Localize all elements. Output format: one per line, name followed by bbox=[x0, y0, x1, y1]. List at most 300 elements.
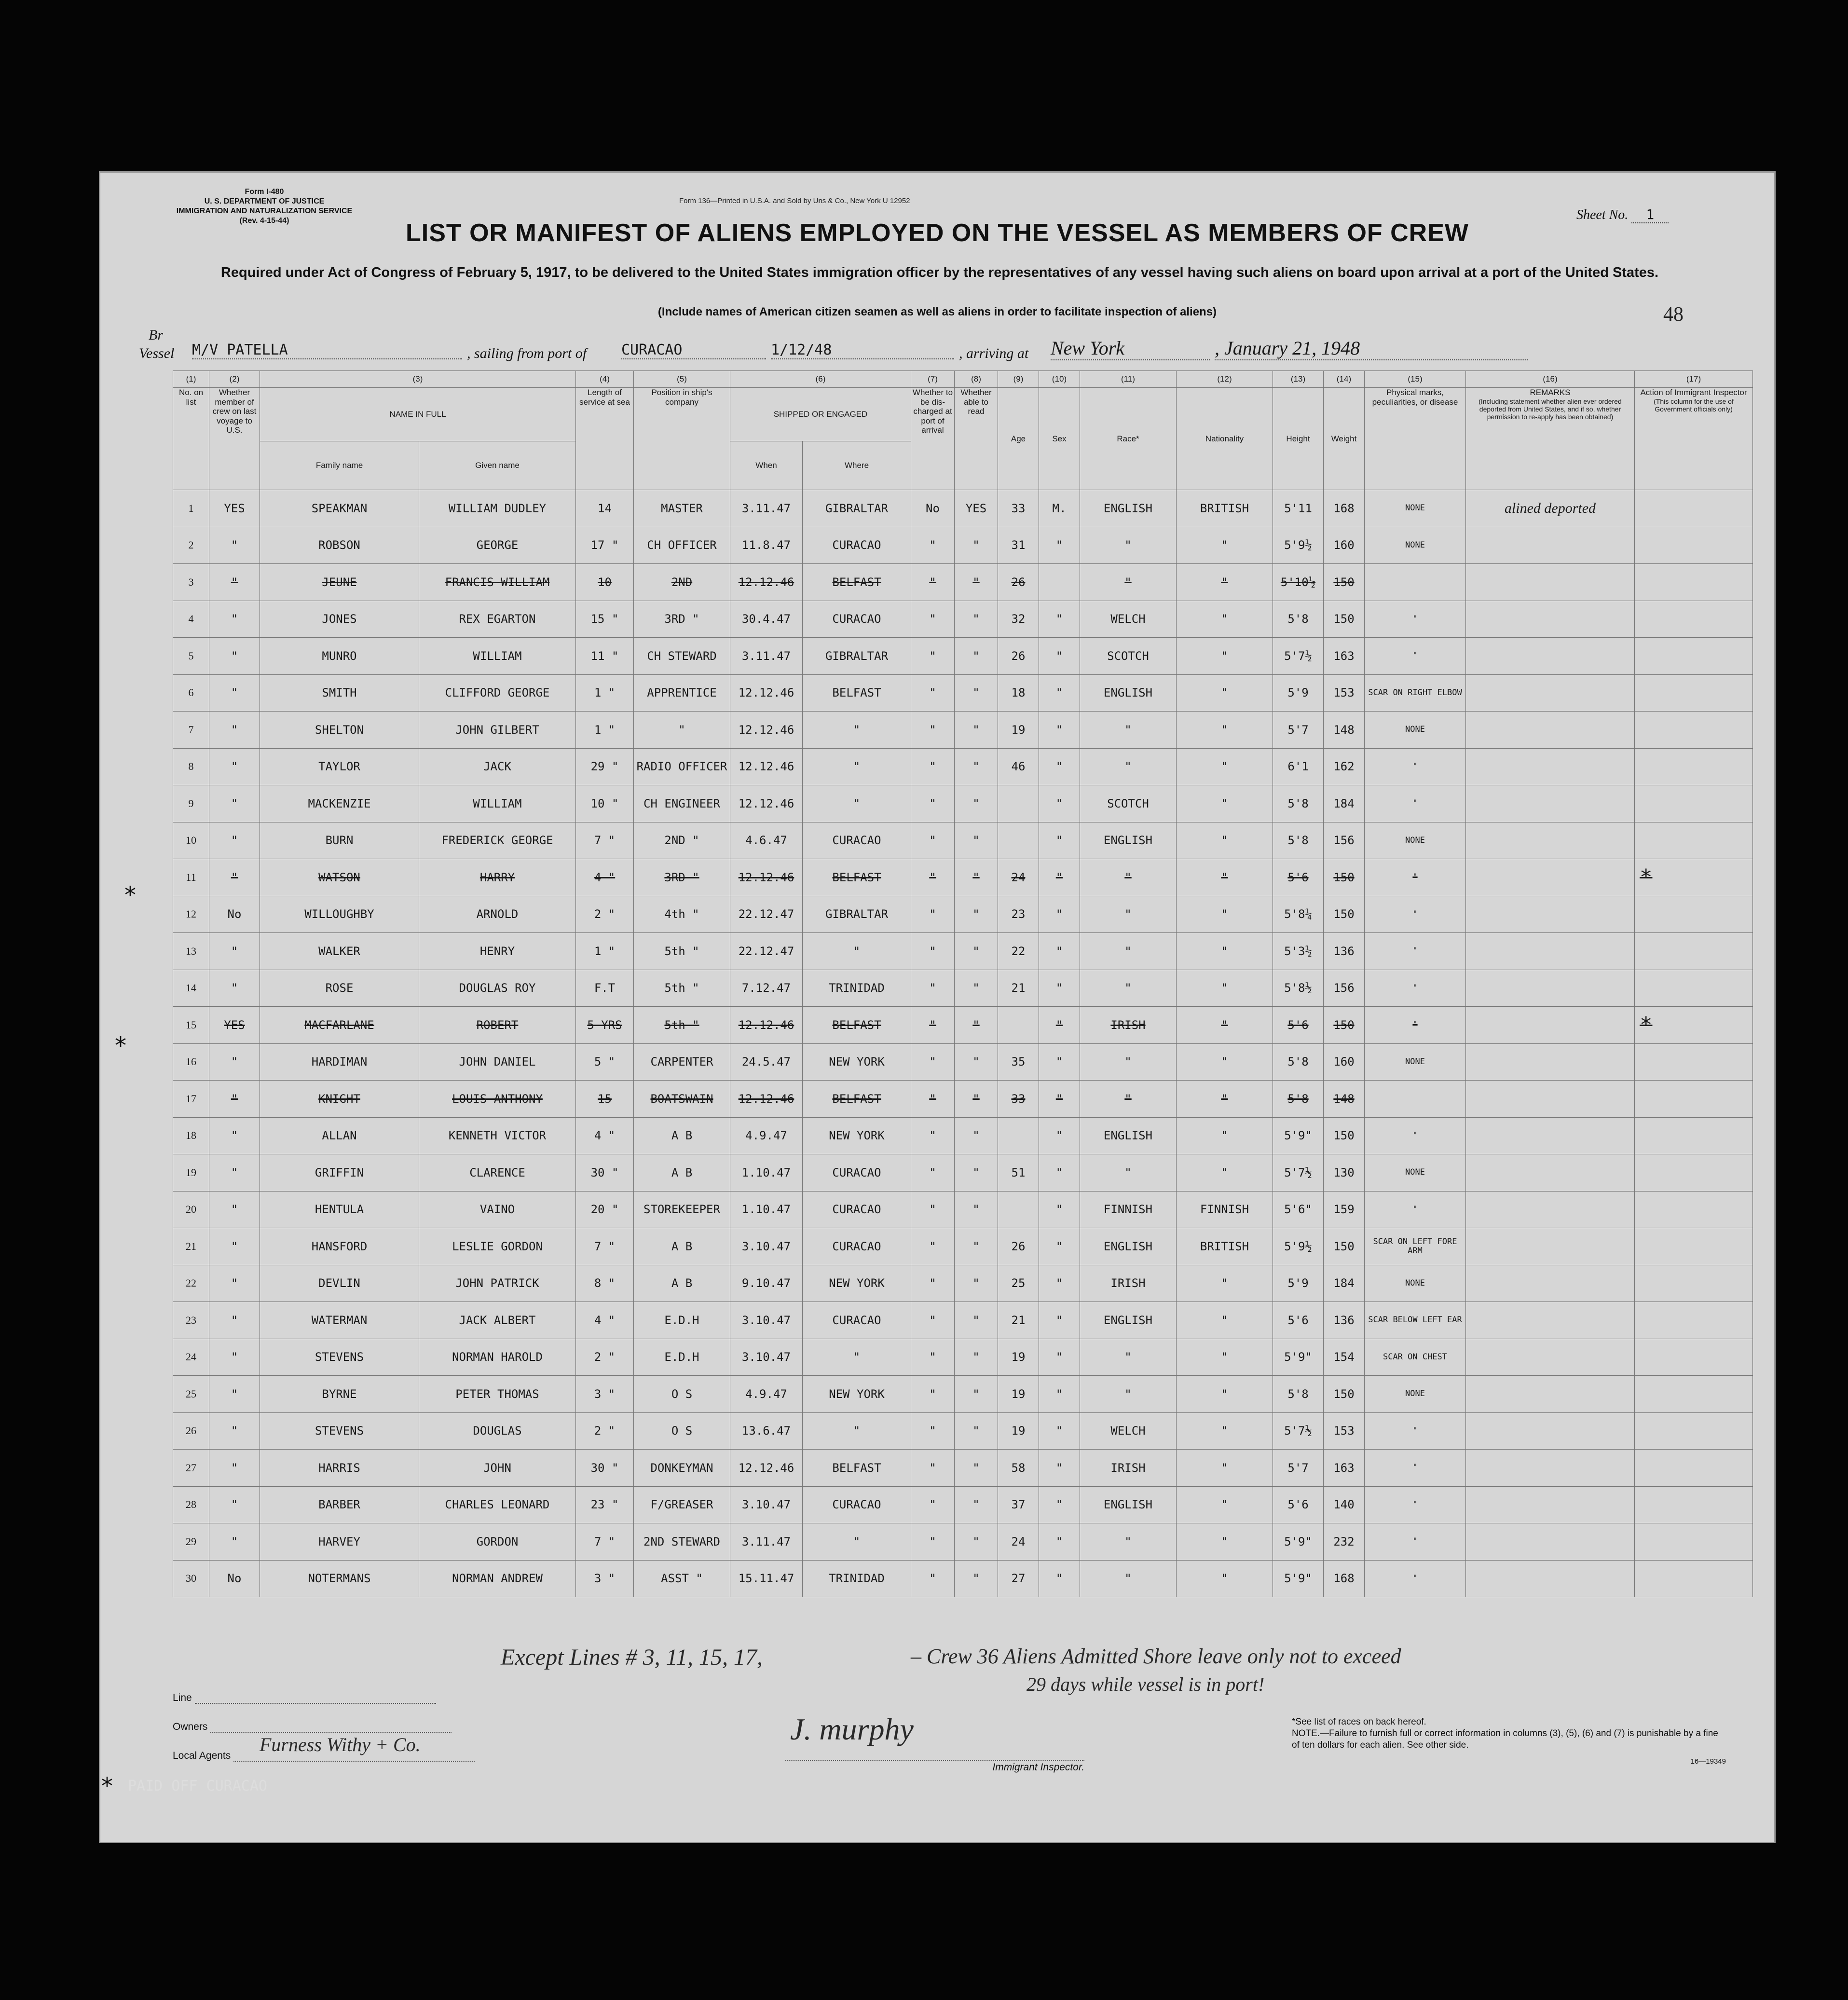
table-row bbox=[173, 1043, 1753, 1081]
family-name-cell: ALLAN bbox=[260, 1117, 419, 1154]
shipped-where-cell: BELFAST bbox=[803, 1007, 911, 1044]
weight-cell: 159 bbox=[1324, 1191, 1365, 1228]
discharged-cell: " bbox=[911, 1302, 955, 1339]
shipped-where-cell: CURACAO bbox=[803, 1486, 911, 1523]
last-voyage-cell: " bbox=[209, 822, 260, 859]
table-row bbox=[173, 1339, 1753, 1376]
service-length-cell: 1 " bbox=[576, 674, 634, 712]
weight-cell: 136 bbox=[1324, 1302, 1365, 1339]
service-length-cell: 3 " bbox=[576, 1376, 634, 1413]
able-read-cell: " bbox=[955, 1191, 998, 1228]
form-id-line: Form I-480 bbox=[245, 188, 284, 196]
row-number: 14 bbox=[173, 970, 209, 1007]
position-cell: 2ND STEWARD bbox=[634, 1523, 730, 1561]
shipped-where-cell: " bbox=[803, 1523, 911, 1561]
family-name-cell: MUNRO bbox=[260, 638, 419, 675]
column-number: (4) bbox=[576, 371, 634, 388]
shipped-where-cell: BELFAST bbox=[803, 674, 911, 712]
weight-cell: 184 bbox=[1324, 1265, 1365, 1302]
age-cell: 51 bbox=[998, 1154, 1039, 1192]
race-cell: " bbox=[1080, 564, 1177, 601]
table-row bbox=[173, 859, 1753, 896]
shipped-when-cell: 22.12.47 bbox=[730, 896, 803, 933]
remarks-title: REMARKS bbox=[1530, 388, 1571, 397]
race-cell: " bbox=[1080, 1376, 1177, 1413]
nationality-cell: " bbox=[1177, 785, 1273, 822]
shipped-when-cell: 3.10.47 bbox=[730, 1228, 803, 1265]
service-length-cell: 7 " bbox=[576, 822, 634, 859]
age-cell: 19 bbox=[998, 1339, 1039, 1376]
last-voyage-cell: " bbox=[209, 1376, 260, 1413]
action-cell bbox=[1635, 1450, 1753, 1487]
service-length-cell: 23 " bbox=[576, 1486, 634, 1523]
table-row bbox=[173, 1302, 1753, 1339]
family-name-cell: TAYLOR bbox=[260, 748, 419, 785]
height-cell: 5'6 bbox=[1273, 1007, 1324, 1044]
position-cell: MASTER bbox=[634, 490, 730, 527]
shipped-when-cell: 4.9.47 bbox=[730, 1376, 803, 1413]
action-cell bbox=[1635, 1412, 1753, 1450]
physical-marks-cell: SCAR BELOW LEFT EAR bbox=[1365, 1302, 1466, 1339]
age-cell: 23 bbox=[998, 896, 1039, 933]
position-cell: A B bbox=[634, 1228, 730, 1265]
family-name-cell: HANSFORD bbox=[260, 1228, 419, 1265]
discharged-cell: No bbox=[911, 490, 955, 527]
shipped-where-cell: NEW YORK bbox=[803, 1043, 911, 1081]
nationality-cell: BRITISH bbox=[1177, 490, 1273, 527]
shipped-where-cell: " bbox=[803, 1412, 911, 1450]
row-number: 7 bbox=[173, 712, 209, 749]
remarks-cell bbox=[1466, 674, 1635, 712]
action-cell bbox=[1635, 1265, 1753, 1302]
remarks-cell bbox=[1466, 933, 1635, 970]
discharged-cell: " bbox=[911, 1412, 955, 1450]
able-read-cell: " bbox=[955, 1560, 998, 1597]
age-cell: 22 bbox=[998, 933, 1039, 970]
physical-marks-cell: " bbox=[1365, 1486, 1466, 1523]
given-name-cell: GORDON bbox=[419, 1523, 576, 1561]
last-voyage-cell: " bbox=[209, 601, 260, 638]
age-cell: 19 bbox=[998, 712, 1039, 749]
sex-cell: " bbox=[1039, 1450, 1080, 1487]
action-cell bbox=[1635, 1154, 1753, 1192]
last-voyage-cell: " bbox=[209, 1339, 260, 1376]
column-number: (16) bbox=[1466, 371, 1635, 388]
remarks-cell bbox=[1466, 527, 1635, 564]
last-voyage-cell: " bbox=[209, 1081, 260, 1118]
family-name-cell: HARRIS bbox=[260, 1450, 419, 1487]
action-cell bbox=[1635, 1302, 1753, 1339]
physical-marks-cell: " bbox=[1365, 638, 1466, 675]
able-read-cell: " bbox=[955, 896, 998, 933]
action-cell bbox=[1635, 601, 1753, 638]
age-cell: 33 bbox=[998, 1081, 1039, 1118]
last-voyage-cell: " bbox=[209, 1486, 260, 1523]
age-cell: 24 bbox=[998, 859, 1039, 896]
shipped-where-cell: CURACAO bbox=[803, 1302, 911, 1339]
physical-marks-cell: " bbox=[1365, 896, 1466, 933]
row-number: 12 bbox=[173, 896, 209, 933]
nationality-cell: " bbox=[1177, 1081, 1273, 1118]
height-cell: 5'11 bbox=[1273, 490, 1324, 527]
age-cell: 24 bbox=[998, 1523, 1039, 1561]
remarks-cell bbox=[1466, 1154, 1635, 1192]
column-number: (8) bbox=[955, 371, 998, 388]
given-name-cell: DOUGLAS ROY bbox=[419, 970, 576, 1007]
position-cell: " bbox=[634, 712, 730, 749]
column-number-row bbox=[173, 371, 1753, 388]
service-length-cell: 11 " bbox=[576, 638, 634, 675]
given-name-cell: ARNOLD bbox=[419, 896, 576, 933]
row-number: 20 bbox=[173, 1191, 209, 1228]
nationality-cell: " bbox=[1177, 1376, 1273, 1413]
physical-marks-cell: " bbox=[1365, 970, 1466, 1007]
weight-cell: 232 bbox=[1324, 1523, 1365, 1561]
race-cell: " bbox=[1080, 1043, 1177, 1081]
discharged-cell: " bbox=[911, 1560, 955, 1597]
age-cell bbox=[998, 1007, 1039, 1044]
header-action bbox=[1635, 388, 1753, 490]
weight-cell: 156 bbox=[1324, 970, 1365, 1007]
race-cell: IRISH bbox=[1080, 1265, 1177, 1302]
weight-cell: 162 bbox=[1324, 748, 1365, 785]
family-name-cell: WILLOUGHBY bbox=[260, 896, 419, 933]
inspector-label: Immigrant Inspector. bbox=[785, 1760, 1084, 1773]
physical-marks-cell: NONE bbox=[1365, 490, 1466, 527]
family-name-cell: WATERMAN bbox=[260, 1302, 419, 1339]
given-name-cell: JACK ALBERT bbox=[419, 1302, 576, 1339]
shipped-when-cell: 4.9.47 bbox=[730, 1117, 803, 1154]
header-weight: Weight bbox=[1324, 388, 1365, 490]
given-name-cell: JOHN PATRICK bbox=[419, 1265, 576, 1302]
column-number: (12) bbox=[1177, 371, 1273, 388]
given-name-cell: NORMAN HAROLD bbox=[419, 1339, 576, 1376]
given-name-cell: CHARLES LEONARD bbox=[419, 1486, 576, 1523]
sailing-label: , sailing from port of bbox=[467, 345, 587, 361]
action-cell bbox=[1635, 638, 1753, 675]
service-length-cell: 2 " bbox=[576, 1412, 634, 1450]
table-row bbox=[173, 1265, 1753, 1302]
able-read-cell: " bbox=[955, 1007, 998, 1044]
family-name-cell: SMITH bbox=[260, 674, 419, 712]
position-cell: A B bbox=[634, 1154, 730, 1192]
shipped-where-cell: NEW YORK bbox=[803, 1376, 911, 1413]
agents-handwritten: Furness Withy + Co. bbox=[260, 1734, 421, 1755]
height-cell: 5'8 bbox=[1273, 822, 1324, 859]
action-cell bbox=[1635, 1081, 1753, 1118]
able-read-cell: " bbox=[955, 1412, 998, 1450]
able-read-cell: " bbox=[955, 638, 998, 675]
row-number: 18 bbox=[173, 1117, 209, 1154]
position-cell: E.D.H bbox=[634, 1302, 730, 1339]
remarks-cell bbox=[1466, 1339, 1635, 1376]
discharged-cell: " bbox=[911, 674, 955, 712]
arrival-port: New York bbox=[1051, 337, 1210, 360]
service-length-cell: F.T bbox=[576, 970, 634, 1007]
printer-note: Form 136—Printed in U.S.A. and Sold by Uns & Co., New York U 12952 bbox=[679, 197, 910, 205]
nationality-mark: Br bbox=[149, 327, 163, 343]
position-cell: E.D.H bbox=[634, 1339, 730, 1376]
nationality-cell: " bbox=[1177, 1117, 1273, 1154]
position-cell: CH OFFICER bbox=[634, 527, 730, 564]
shipped-when-cell: 12.12.46 bbox=[730, 748, 803, 785]
header-where: Where bbox=[803, 441, 911, 490]
sex-cell: " bbox=[1039, 1228, 1080, 1265]
vessel-label: Vessel bbox=[139, 345, 175, 361]
service-length-cell: 20 " bbox=[576, 1191, 634, 1228]
race-cell: ENGLISH bbox=[1080, 1302, 1177, 1339]
shipped-when-cell: 12.12.46 bbox=[730, 1081, 803, 1118]
discharged-cell: " bbox=[911, 933, 955, 970]
discharged-cell: " bbox=[911, 1117, 955, 1154]
line-value bbox=[195, 1694, 436, 1704]
height-cell: 5'8 bbox=[1273, 1043, 1324, 1081]
given-name-cell: FRANCIS WILLIAM bbox=[419, 564, 576, 601]
last-voyage-cell: " bbox=[209, 1523, 260, 1561]
header-physical-marks: Physical marks, peculiarities, or disease bbox=[1365, 388, 1466, 490]
remarks-cell bbox=[1466, 601, 1635, 638]
physical-marks-cell: NONE bbox=[1365, 712, 1466, 749]
remarks-cell bbox=[1466, 1081, 1635, 1118]
sex-cell: " bbox=[1039, 1117, 1080, 1154]
header-able-read: Whether able to read bbox=[955, 388, 998, 490]
row-number: 6 bbox=[173, 674, 209, 712]
last-voyage-cell: YES bbox=[209, 1007, 260, 1044]
physical-marks-cell: NONE bbox=[1365, 527, 1466, 564]
given-name-cell: GEORGE bbox=[419, 527, 576, 564]
table-row bbox=[173, 1154, 1753, 1192]
given-name-cell: WILLIAM bbox=[419, 785, 576, 822]
physical-marks-cell: " bbox=[1365, 1007, 1466, 1044]
nationality-cell: BRITISH bbox=[1177, 1228, 1273, 1265]
table-row bbox=[173, 674, 1753, 712]
nationality-cell: FINNISH bbox=[1177, 1191, 1273, 1228]
age-cell: 21 bbox=[998, 1302, 1039, 1339]
service-length-cell: 15 " bbox=[576, 601, 634, 638]
sex-cell: " bbox=[1039, 970, 1080, 1007]
sheet-number-label: Sheet No. bbox=[1576, 207, 1629, 222]
service-length-cell: 2 " bbox=[576, 1339, 634, 1376]
service-length-cell: 30 " bbox=[576, 1154, 634, 1192]
physical-marks-cell: SCAR ON RIGHT ELBOW bbox=[1365, 674, 1466, 712]
discharged-cell: " bbox=[911, 785, 955, 822]
shipped-when-cell: 3.10.47 bbox=[730, 1486, 803, 1523]
action-cell bbox=[1635, 527, 1753, 564]
row-number: 1 bbox=[173, 490, 209, 527]
shipped-where-cell: CURACAO bbox=[803, 822, 911, 859]
service-length-cell: 1 " bbox=[576, 933, 634, 970]
discharged-cell: " bbox=[911, 970, 955, 1007]
service-length-cell: 29 " bbox=[576, 748, 634, 785]
service-length-cell: 4 " bbox=[576, 859, 634, 896]
last-voyage-cell: " bbox=[209, 564, 260, 601]
weight-cell: 148 bbox=[1324, 1081, 1365, 1118]
shipped-where-cell: BELFAST bbox=[803, 1081, 911, 1118]
service-length-cell: 5 " bbox=[576, 1043, 634, 1081]
header-age: Age bbox=[998, 388, 1039, 490]
position-cell: CH ENGINEER bbox=[634, 785, 730, 822]
age-cell bbox=[998, 1117, 1039, 1154]
race-cell: " bbox=[1080, 1523, 1177, 1561]
remarks-cell bbox=[1466, 1450, 1635, 1487]
remarks-cell bbox=[1466, 1523, 1635, 1561]
nationality-cell: " bbox=[1177, 896, 1273, 933]
height-cell: 5'7 bbox=[1273, 1450, 1324, 1487]
sex-cell: " bbox=[1039, 859, 1080, 896]
discharged-cell: " bbox=[911, 1376, 955, 1413]
physical-marks-cell: NONE bbox=[1365, 1265, 1466, 1302]
action-cell bbox=[1635, 712, 1753, 749]
action-cell bbox=[1635, 490, 1753, 527]
remarks-cell bbox=[1466, 1228, 1635, 1265]
last-voyage-cell: " bbox=[209, 933, 260, 970]
crew-note-continued: 29 days while vessel is in port! bbox=[1027, 1673, 1265, 1695]
age-cell: 31 bbox=[998, 527, 1039, 564]
race-cell: ENGLISH bbox=[1080, 822, 1177, 859]
table-row bbox=[173, 1007, 1753, 1044]
nationality-cell: " bbox=[1177, 1523, 1273, 1561]
given-name-cell: ROBERT bbox=[419, 1007, 576, 1044]
row-number: 21 bbox=[173, 1228, 209, 1265]
family-name-cell: HARDIMAN bbox=[260, 1043, 419, 1081]
position-cell: 5th " bbox=[634, 1007, 730, 1044]
header-position: Position in ship's company bbox=[634, 388, 730, 490]
weight-cell: 136 bbox=[1324, 933, 1365, 970]
sex-cell: " bbox=[1039, 1523, 1080, 1561]
shipped-when-cell: 30.4.47 bbox=[730, 601, 803, 638]
table-row bbox=[173, 638, 1753, 675]
age-cell: 26 bbox=[998, 1228, 1039, 1265]
race-cell: SCOTCH bbox=[1080, 785, 1177, 822]
row-number: 28 bbox=[173, 1486, 209, 1523]
table-row bbox=[173, 564, 1753, 601]
service-length-cell: 3 " bbox=[576, 1560, 634, 1597]
position-cell: F/GREASER bbox=[634, 1486, 730, 1523]
discharged-cell: " bbox=[911, 896, 955, 933]
except-lines-note: Except Lines # 3, 11, 15, 17, bbox=[501, 1644, 763, 1670]
family-name-cell: DEVLIN bbox=[260, 1265, 419, 1302]
height-cell: 5'9 bbox=[1273, 674, 1324, 712]
position-cell: CH STEWARD bbox=[634, 638, 730, 675]
table-row bbox=[173, 896, 1753, 933]
position-cell: 5th " bbox=[634, 933, 730, 970]
given-name-cell: JOHN DANIEL bbox=[419, 1043, 576, 1081]
action-cell bbox=[1635, 1228, 1753, 1265]
position-cell: CARPENTER bbox=[634, 1043, 730, 1081]
able-read-cell: " bbox=[955, 748, 998, 785]
header-shipped-engaged: SHIPPED OR ENGAGED bbox=[730, 388, 911, 441]
discharged-cell: " bbox=[911, 822, 955, 859]
able-read-cell: " bbox=[955, 1265, 998, 1302]
able-read-cell: " bbox=[955, 1376, 998, 1413]
last-voyage-cell: " bbox=[209, 785, 260, 822]
action-cell: * bbox=[1635, 1007, 1753, 1044]
physical-marks-cell: NONE bbox=[1365, 1043, 1466, 1081]
sex-cell: " bbox=[1039, 1191, 1080, 1228]
service-length-cell: 4 " bbox=[576, 1302, 634, 1339]
physical-marks-cell: SCAR ON LEFT FORE ARM bbox=[1365, 1228, 1466, 1265]
nationality-cell: " bbox=[1177, 1007, 1273, 1044]
height-cell: 5'9" bbox=[1273, 1339, 1324, 1376]
discharged-cell: " bbox=[911, 1486, 955, 1523]
position-cell: STOREKEEPER bbox=[634, 1191, 730, 1228]
discharged-cell: " bbox=[911, 859, 955, 896]
nationality-cell: " bbox=[1177, 859, 1273, 896]
able-read-cell: " bbox=[955, 1339, 998, 1376]
race-cell: SCOTCH bbox=[1080, 638, 1177, 675]
sex-cell: " bbox=[1039, 1302, 1080, 1339]
shipped-where-cell: BELFAST bbox=[803, 1450, 911, 1487]
age-cell bbox=[998, 785, 1039, 822]
race-cell: " bbox=[1080, 712, 1177, 749]
position-cell: RADIO OFFICER bbox=[634, 748, 730, 785]
column-number: (15) bbox=[1365, 371, 1466, 388]
sex-cell: " bbox=[1039, 1560, 1080, 1597]
action-cell bbox=[1635, 674, 1753, 712]
sex-cell: " bbox=[1039, 1412, 1080, 1450]
sex-cell: " bbox=[1039, 1081, 1080, 1118]
header-sex: Sex bbox=[1039, 388, 1080, 490]
remarks-cell bbox=[1466, 896, 1635, 933]
shipped-when-cell: 11.8.47 bbox=[730, 527, 803, 564]
sheet-number-value: 1 bbox=[1631, 206, 1669, 223]
sex-cell bbox=[1039, 564, 1080, 601]
able-read-cell: " bbox=[955, 785, 998, 822]
service-length-cell: 10 bbox=[576, 564, 634, 601]
family-name-cell: BYRNE bbox=[260, 1376, 419, 1413]
service-length-cell: 14 bbox=[576, 490, 634, 527]
shipped-when-cell: 24.5.47 bbox=[730, 1043, 803, 1081]
discharged-cell: " bbox=[911, 1007, 955, 1044]
shipped-where-cell: GIBRALTAR bbox=[803, 896, 911, 933]
action-cell bbox=[1635, 785, 1753, 822]
row-number: 16 bbox=[173, 1043, 209, 1081]
shipped-when-cell: 13.6.47 bbox=[730, 1412, 803, 1450]
able-read-cell: " bbox=[955, 933, 998, 970]
able-read-cell: " bbox=[955, 1523, 998, 1561]
family-name-cell: NOTERMANS bbox=[260, 1560, 419, 1597]
able-read-cell: " bbox=[955, 601, 998, 638]
requirement-text: Required under Act of Congress of February 5, 1917, to be delivered to the United States immigration officer by the representatives of any vessel having such aliens on board upon arrival at a port of the United States. bbox=[220, 265, 1659, 280]
height-cell: 5'3½ bbox=[1273, 933, 1324, 970]
nationality-cell: " bbox=[1177, 1560, 1273, 1597]
age-cell: 19 bbox=[998, 1412, 1039, 1450]
shipped-when-cell: 12.12.46 bbox=[730, 859, 803, 896]
shipped-where-cell: NEW YORK bbox=[803, 1117, 911, 1154]
height-cell: 5'7½ bbox=[1273, 1154, 1324, 1192]
race-cell: " bbox=[1080, 1081, 1177, 1118]
action-title: Action of Immigrant Inspector bbox=[1640, 388, 1747, 397]
age-cell: 37 bbox=[998, 1486, 1039, 1523]
owners-label: Owners bbox=[173, 1721, 208, 1732]
nationality-cell: " bbox=[1177, 674, 1273, 712]
discharged-cell: " bbox=[911, 564, 955, 601]
able-read-cell: " bbox=[955, 1486, 998, 1523]
family-name-cell: MACFARLANE bbox=[260, 1007, 419, 1044]
sex-cell: " bbox=[1039, 527, 1080, 564]
table-row bbox=[173, 1081, 1753, 1118]
service-length-cell: 7 " bbox=[576, 1523, 634, 1561]
position-cell: A B bbox=[634, 1265, 730, 1302]
position-cell: ASST " bbox=[634, 1560, 730, 1597]
arriving-label: , arriving at bbox=[959, 345, 1029, 361]
table-row bbox=[173, 490, 1753, 527]
able-read-cell: " bbox=[955, 859, 998, 896]
table-row bbox=[173, 1523, 1753, 1561]
last-voyage-cell: " bbox=[209, 1302, 260, 1339]
weight-cell: 150 bbox=[1324, 859, 1365, 896]
sex-cell: " bbox=[1039, 1486, 1080, 1523]
